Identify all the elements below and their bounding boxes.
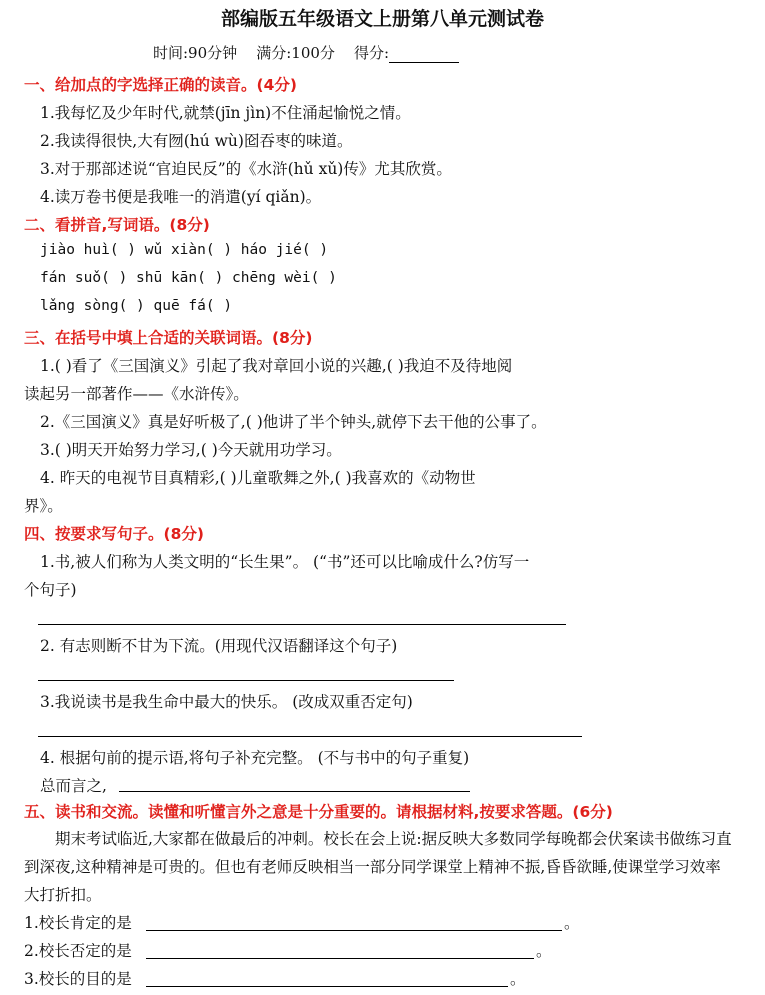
- s5-answer-1-line[interactable]: [146, 930, 562, 931]
- pinyin-row-3: lǎng sòng( ) quē fá( ): [40, 298, 233, 314]
- section-3-heading: 三、在括号中填上合适的关联词语。(8分): [24, 329, 313, 347]
- s4-q1-line2: 个句子): [24, 581, 77, 599]
- section-4-heading: 四、按要求写句子。(8分): [24, 525, 204, 543]
- s3-q4-line2: 界》。: [24, 497, 63, 515]
- s5-answer-1-label: 1.校长肯定的是: [24, 914, 132, 932]
- s4-q4-answer-line[interactable]: [119, 791, 470, 792]
- section-5-heading: 五、读书和交流。读懂和听懂言外之意是十分重要的。请根据材料,按要求答题。(6分): [24, 803, 613, 821]
- s5-answer-3-label: 3.校长的目的是: [24, 970, 132, 988]
- s5-answer-3-line[interactable]: [146, 986, 508, 987]
- s4-q3: 3.我说读书是我生命中最大的快乐。 (改成双重否定句): [40, 693, 413, 711]
- s5-answer-3-end: 。: [510, 970, 526, 988]
- pinyin-row-1: jiào huì( ) wǔ xiàn( ) háo jié( ): [40, 242, 329, 258]
- s5-passage: 期末考试临近,大家都在做最后的冲刺。校长在会上说:据反映大多数同学每晚都会伏案读书做练习直到深夜,这种精神是可贵的。但也有老师反映相当一部分同学课堂上精神不振,昏昏欲睡,使课堂学习效率大打折扣。: [24, 830, 732, 904]
- s3-q3: 3.( )明天开始努力学习,( )今天就用功学习。: [40, 441, 342, 459]
- section-1-heading: 一、给加点的字选择正确的读音。(4分): [24, 76, 297, 94]
- section-2-heading: 二、看拼音,写词语。(8分): [24, 216, 210, 234]
- s4-q2-answer-line[interactable]: [38, 680, 454, 681]
- time-limit: 时间:90分钟: [153, 44, 238, 62]
- s4-q1-line1: 1.书,被人们称为人类文明的“长生果”。 (“书”还可以比喻成什么?仿写一: [40, 553, 530, 571]
- s1-item-1: 1.我每忆及少年时代,就禁(jīn jìn)不住涌起愉悦之情。: [40, 104, 411, 122]
- pinyin-row-2: fán suǒ( ) shū kān( ) chēng wèi( ): [40, 270, 337, 286]
- s1-item-3: 3.对于那部述说“官迫民反”的《水浒(hǔ xǔ)传》尤其欣赏。: [40, 160, 452, 178]
- s4-q2: 2. 有志则断不甘为下流。(用现代汉语翻译这个句子): [40, 637, 398, 655]
- s3-q1-line1: 1.( )看了《三国演义》引起了我对章回小说的兴趣,( )我迫不及待地阅: [40, 357, 513, 375]
- s3-q1-line2: 读起另一部著作——《水浒传》。: [24, 385, 249, 403]
- s4-q4: 4. 根据句前的提示语,将句子补充完整。 (不与书中的句子重复): [40, 749, 470, 767]
- score-blank[interactable]: [389, 48, 459, 63]
- s1-item-2: 2.我读得很快,大有囫(hú wù)囵吞枣的味道。: [40, 132, 353, 150]
- s5-answer-1-end: 。: [564, 914, 580, 932]
- exam-meta: [153, 42, 459, 63]
- s5-answer-2-line[interactable]: [146, 958, 534, 959]
- s3-q2: 2.《三国演义》真是好听极了,( )他讲了半个钟头,就停下去干他的公事了。: [40, 413, 547, 431]
- score-label: 得分:: [354, 44, 390, 62]
- s1-item-4: 4.读万卷书便是我唯一的消遣(yí qiǎn)。: [40, 188, 322, 206]
- full-score: 满分:100分: [256, 44, 335, 62]
- s5-answer-2-end: 。: [536, 942, 552, 960]
- page-title: 部编版五年级语文上册第八单元测试卷: [220, 8, 544, 30]
- s4-q1-answer-line[interactable]: [38, 624, 566, 625]
- s3-q4-line1: 4. 昨天的电视节目真精彩,( )儿童歌舞之外,( )我喜欢的《动物世: [40, 469, 476, 487]
- s4-q3-answer-line[interactable]: [38, 736, 582, 737]
- s5-answer-2-label: 2.校长否定的是: [24, 942, 132, 960]
- s4-q4-prompt: 总而言之,: [40, 777, 107, 795]
